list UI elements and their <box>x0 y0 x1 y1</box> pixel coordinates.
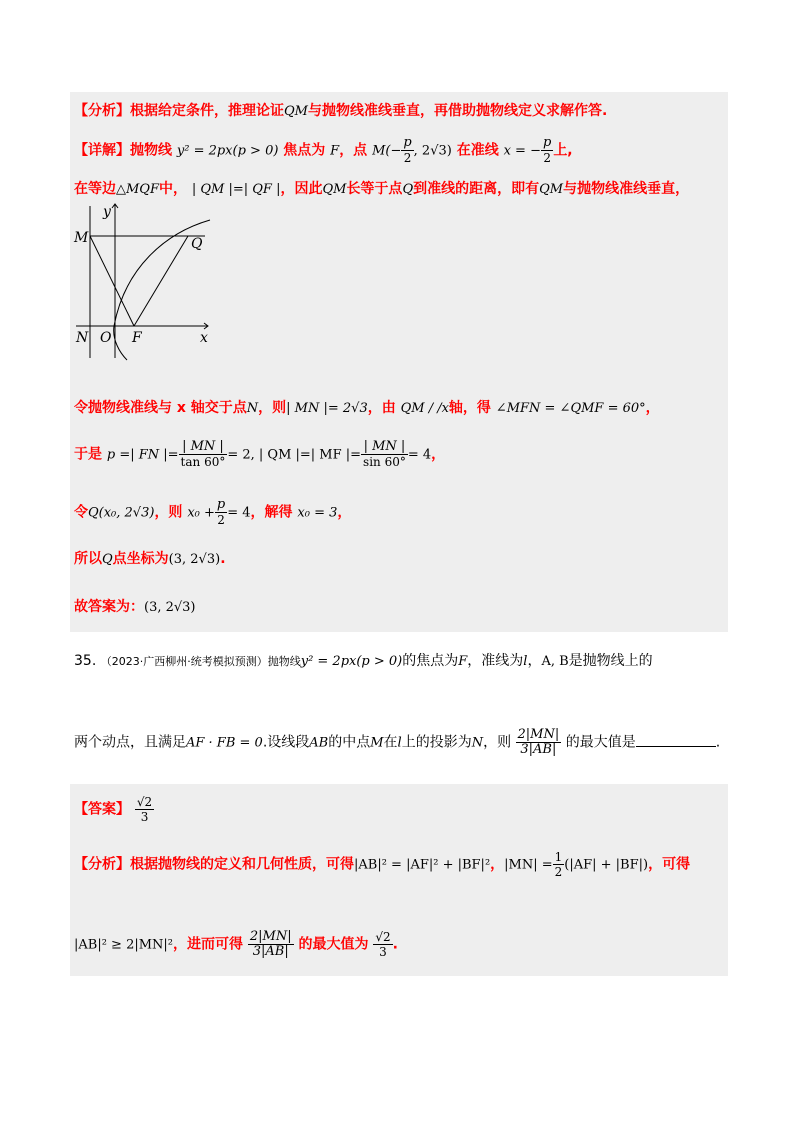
fraction: $\frac{p}{2}$ <box>403 135 412 165</box>
point-f-label: F <box>132 330 142 346</box>
point-m-label: M <box>74 230 89 246</box>
fraction: $\frac{√2}{3}$ <box>136 795 153 824</box>
y-label: y <box>103 204 111 220</box>
origin-label: O <box>100 330 112 346</box>
analysis2-line1: 【分析】根据抛物线的定义和几何性质，可得|AB|² = |AF|² + |BF|²，|MN| = $\frac{1}{2}$ (|AF| + |BF|)，可得 <box>74 850 691 879</box>
analysis-tag: 【分析】 <box>74 103 130 119</box>
question-35-line1: 35. （2023·广西柳州·统考模拟预测）抛物线y² = 2px(p > 0)的焦点为F，准线为l，A, B是抛物线上的 <box>74 653 653 669</box>
fraction: $\frac{2|MN|}{3|AB|}$ <box>249 929 292 959</box>
fraction: $\frac{| MN |}{\sin 60^\circ}$ <box>363 439 406 469</box>
analysis-line: 【分析】根据给定条件，推理论证QM与抛物线准线垂直，再借助抛物线定义求解作答. <box>74 103 608 119</box>
fraction: $\frac{1}{2}$ <box>554 850 563 879</box>
fraction: $\frac{√2}{3}$ <box>375 930 391 959</box>
fraction: $\frac{2|MN|}{3|AB|}$ <box>517 727 560 757</box>
mf-segment <box>90 236 134 326</box>
coordinate-line: 所以Q点坐标为(3, 2√3). <box>74 551 226 567</box>
question-number: 35. <box>74 653 97 669</box>
solve-line: 令Q(x₀, 2√3)，则 x₀ + $\frac{p}{2}$ = 4，解得 x₀ = 3， <box>74 497 352 527</box>
answer-blank <box>636 732 716 747</box>
detail-tag: 【详解】 <box>74 142 130 159</box>
point-n-label: N <box>76 330 89 346</box>
x-label: x <box>200 330 208 346</box>
fraction: $\frac{p}{2}$ <box>542 135 552 165</box>
final-answer-line: 故答案为：(3, 2√3) <box>74 599 196 615</box>
fq-segment <box>134 236 188 326</box>
question-35-line2: 两个动点，且满足AF · FB = 0.设线段AB的中点M在l上的投影为N，则 $\frac{2|MN|}{3|AB|}$ 的最大值是 . <box>74 727 721 757</box>
point-q-label: Q <box>191 236 203 252</box>
equilateral-line: 在等边△MQF中， | QM |=| QF |，因此QM长等于点Q到准线的距离，即有QM与抛物线准线垂直， <box>74 181 690 197</box>
fraction: $\frac{p}{2}$ <box>216 497 226 527</box>
analysis-tag: 【分析】 <box>74 856 130 873</box>
computation-line: 于是 p =| FN |= $\frac{| MN |}{\tan 60^\circ}$ = 2, | QM |=| MF |= $\frac{| MN |}{\sin 60^\circ}$ = 4， <box>74 439 446 469</box>
analysis2-line2: |AB|² ≥ 2|MN|²，进而可得 $\frac{2|MN|}{3|AB|}$ 的最大值为 $\frac{√2}{3}$ . <box>74 929 398 959</box>
parabola-figure <box>70 198 220 363</box>
axis-intersection-line: 令抛物线准线与 x 轴交于点N，则| MN |= 2√3，由 QM / /x轴，得 ∠MFN = ∠QMF = 60°， <box>74 400 660 416</box>
answer-line <box>74 795 154 824</box>
answer-tag: 【答案】 <box>74 801 130 818</box>
fraction: $\frac{| MN |}{\tan 60^\circ}$ <box>180 439 226 469</box>
detail-line: 【详解】抛物线 y² = 2px(p > 0) 焦点为 F，点 M(− $\frac{p}{2}$ , 2√3) 在准线 x = − $\frac{p}{2}$ 上, <box>74 135 573 165</box>
